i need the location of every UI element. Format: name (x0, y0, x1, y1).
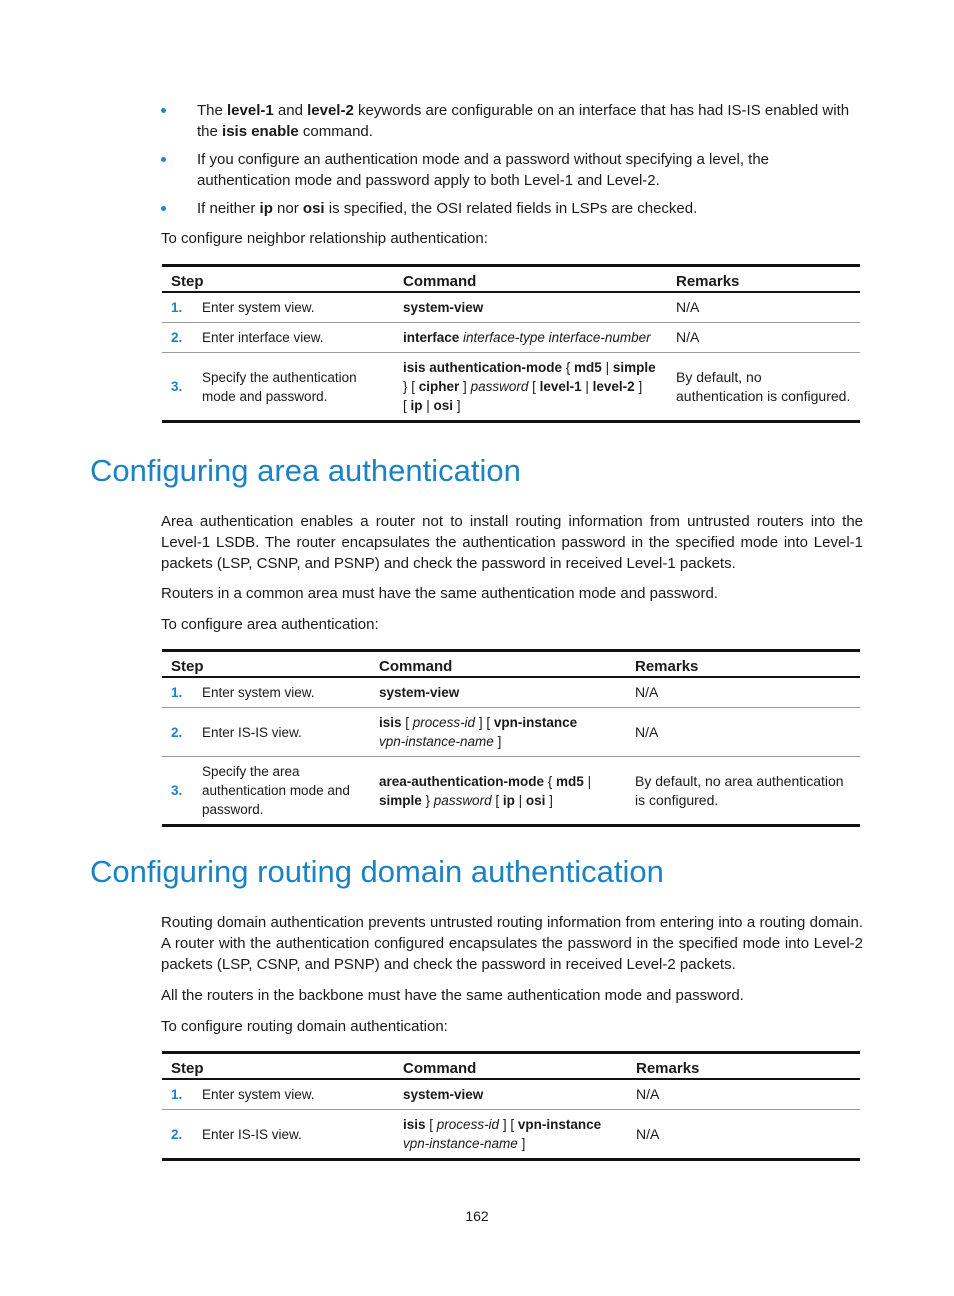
step-text: Enter system view. (202, 300, 315, 315)
column-header-remarks: Remarks (627, 1053, 860, 1080)
column-header-command: Command (394, 266, 667, 293)
table-row (162, 1110, 860, 1160)
bullet-text: If neither ip nor osi is specified, the OSI related fields in LSPs are checked. (197, 200, 698, 217)
step-number: 1. (171, 300, 183, 315)
column-header-remarks: Remarks (626, 651, 860, 678)
step-text: Enter system view. (202, 1087, 315, 1102)
table-header-row (162, 266, 860, 293)
domain-requirement: All the routers in the backbone must have the same authentication mode and password. (161, 987, 744, 1004)
remarks-cell: By default, no authentication is configured. (676, 368, 851, 404)
step-number: 2. (171, 1126, 183, 1142)
column-header-command: Command (370, 651, 626, 678)
table-header-row (162, 1053, 860, 1080)
step-number: 3. (171, 783, 183, 798)
table-row (162, 1079, 860, 1110)
step-number: 3. (171, 379, 183, 394)
table-row (162, 677, 860, 708)
command-cell: area-authentication-mode { md5 | simple } password [ ip | osi ] (379, 773, 592, 808)
step-number: 2. (171, 330, 183, 345)
table-row (162, 323, 860, 353)
command-cell: isis authentication-mode { md5 | simple } [ cipher ] password [ level-1 | level-2 ] [ ip | osi ] (403, 360, 656, 413)
area-requirement: Routers in a common area must have the same authentication mode and password. (161, 585, 718, 602)
bullet-item (161, 198, 866, 219)
step-text: Specify the authentication mode and password. (202, 369, 357, 404)
step-text: Enter interface view. (202, 330, 324, 345)
remarks-cell: N/A (626, 677, 860, 708)
step-text: Enter IS-IS view. (202, 1126, 302, 1142)
intro-text: To configure neighbor relationship authentication: (161, 230, 488, 247)
table-header-row (162, 651, 860, 678)
step-number: 1. (171, 1087, 183, 1102)
remarks-cell: N/A (667, 323, 860, 353)
bullet-item (161, 149, 866, 191)
command-cell: system-view (370, 677, 626, 708)
step-text: Specify the area authentication mode and password. (202, 764, 350, 817)
bullet-item (161, 100, 866, 142)
column-header-command: Command (394, 1053, 627, 1080)
remarks-cell: N/A (626, 708, 860, 757)
area-auth-table (162, 649, 860, 827)
remarks-cell: By default, no area authentication is configured. (635, 772, 844, 808)
table-row (162, 292, 860, 323)
page-number: 162 (465, 1208, 489, 1224)
intro-text: To configure routing domain authentication: (161, 1018, 448, 1035)
bullet-icon (161, 206, 166, 211)
table-row (162, 757, 860, 826)
domain-auth-table (162, 1051, 860, 1161)
column-header-step: Step (162, 1053, 394, 1080)
section-title-area: Configuring area authentication (90, 453, 521, 488)
column-header-step: Step (162, 266, 394, 293)
command-cell: system-view (394, 292, 667, 323)
neighbor-auth-table (162, 264, 860, 423)
command-cell: isis [ process-id ] [ vpn-instance vpn-instance-name ] (403, 1117, 602, 1151)
step-text: Enter system view. (202, 685, 315, 700)
intro-text: To configure area authentication: (161, 616, 379, 633)
bullet-icon (161, 108, 166, 113)
remarks-cell: N/A (667, 292, 860, 323)
table-row (162, 353, 860, 422)
domain-description: Routing domain authentication prevents untrusted routing information from entering into a routing domain. A router with the authentication configured encapsulates the password in the specified mode into Level-2 packets (LSP, CSNP, and PSNP) and check the password in received Level-2 packets. (161, 914, 863, 973)
step-number: 1. (171, 685, 183, 700)
remarks-cell: N/A (627, 1079, 860, 1110)
section-title-domain: Configuring routing domain authentication (90, 854, 664, 889)
column-header-remarks: Remarks (667, 266, 860, 293)
area-description: Area authentication enables a router not to install routing information from untrusted routers into the Level-1 LSDB. The router encapsulates the authentication password in the specified mode into Level-1 packets (LSP, CSNP, and PSNP) and check the password in received Level-1 packets. (161, 513, 863, 572)
bullet-icon (161, 157, 166, 162)
bullet-text: The level-1 and level-2 keywords are configurable on an interface that has had IS-IS enabled with the isis enable command. (197, 102, 850, 140)
command-cell: system-view (394, 1079, 627, 1110)
bullet-text: If you configure an authentication mode and a password without specifying a level, the authentication mode and password apply to both Level-1 and Level-2. (197, 151, 770, 189)
command-cell: isis [ process-id ] [ vpn-instance vpn-instance-name ] (370, 708, 626, 757)
command-cell: interface interface-type interface-number (394, 323, 667, 353)
table-row (162, 708, 860, 757)
remarks-cell: N/A (636, 1125, 660, 1142)
step-number: 2. (171, 724, 183, 740)
column-header-step: Step (162, 651, 370, 678)
step-text: Enter IS-IS view. (202, 724, 302, 740)
